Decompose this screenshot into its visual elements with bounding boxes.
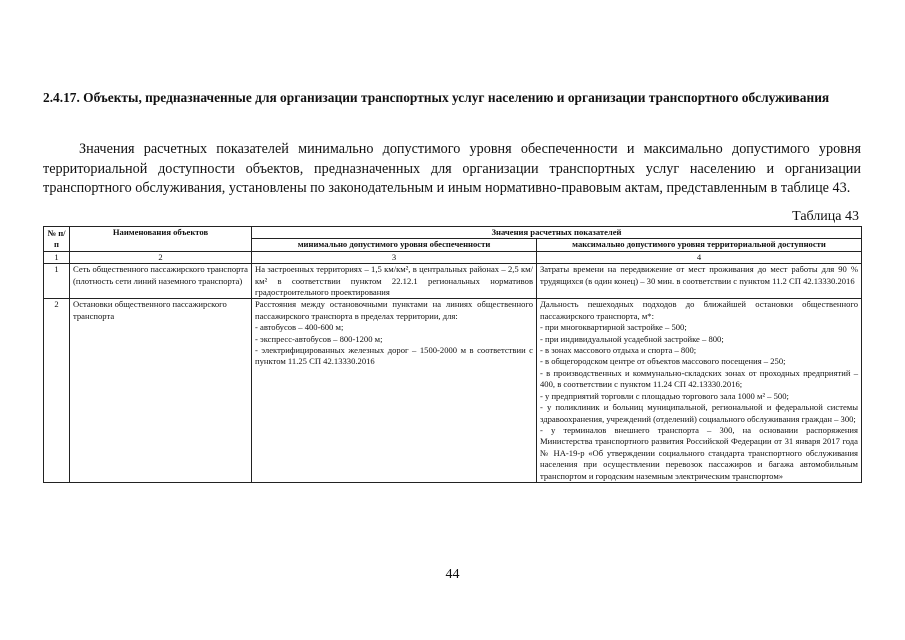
cell-line: Расстояния между остановочными пунктами на линиях общественного пассажирского транспорта в пределах территории, для: — [255, 299, 533, 321]
cell-line: Дальность пешеходных подходов до ближайшей остановки общественного пассажирского транспорта, м*: — [540, 299, 858, 321]
cell-line: - у предприятий торговли с площадью торгового зала 1000 м² – 500; — [540, 390, 789, 401]
header-max: максимально допустимого уровня территориальной доступности — [537, 239, 862, 251]
max-value-cell — [537, 264, 862, 299]
row-number: 2 — [44, 299, 70, 483]
max-value-cell — [537, 299, 862, 483]
min-value-cell — [252, 299, 537, 483]
column-number: 3 — [252, 251, 537, 263]
table-row — [44, 264, 862, 299]
indicators-table — [43, 226, 862, 483]
cell-line: - при индивидуальной усадебной застройке – 800; — [540, 333, 724, 344]
header-num: № п/п — [44, 227, 70, 252]
table-body — [44, 264, 862, 483]
table-row — [44, 299, 862, 483]
cell-line: На застроенных территориях – 1,5 км/км², в центральных районах – 2,5 км/км² в соответствии пунктом 22.12.1 региональных нормативов градостроительного проектирования — [255, 264, 533, 298]
row-number: 1 — [44, 264, 70, 299]
header-name: Наименования объектов — [70, 227, 252, 252]
header-min: минимально допустимого уровня обеспеченности — [252, 239, 537, 251]
section-heading: 2.4.17. Объекты, предназначенные для организации транспортных услуг населению и организации транспортного обслуживания — [43, 90, 830, 105]
cell-line: Затраты времени на передвижение от мест проживания до мест работы для 90 % трудящихся (в один конец) – 30 мин. в соответствии с пунктом 11.2 СП 42.13330.2016 — [540, 264, 858, 286]
table-header-row — [44, 227, 862, 239]
column-number: 1 — [44, 251, 70, 263]
cell-line: - экспресс-автобусов – 800-1200 м; — [255, 333, 383, 344]
column-number-row — [44, 251, 862, 263]
object-name: Остановки общественного пассажирского транспорта — [70, 299, 252, 483]
header-values: Значения расчетных показателей — [252, 227, 862, 239]
cell-line: - при многоквартирной застройке – 500; — [540, 322, 687, 333]
page-number: 44 — [445, 567, 460, 582]
column-number: 4 — [537, 251, 862, 263]
min-value-cell — [252, 264, 537, 299]
cell-line: - в производственных и коммунально-складских зонах от проходных предприятий – 400, в соответствии с пунктом 11.24 СП 42.13330.2016; — [540, 367, 858, 390]
cell-line: - у поликлиник и больниц муниципальной, региональной и федеральной системы здравоохранения, учреждений (отделений) социального обслуживания граждан – 300; — [540, 402, 858, 424]
cell-line: - в общегородском центре от объектов массового посещения – 250; — [540, 356, 786, 367]
cell-line: - автобусов – 400-600 м; — [255, 322, 344, 333]
column-number: 2 — [70, 251, 252, 263]
table-caption: Таблица 43 — [792, 209, 859, 224]
object-name: Сеть общественного пассажирского транспорта (плотность сети линий наземного транспорта) — [70, 264, 252, 299]
cell-line: - электрифицированных железных дорог – 1500-2000 м в соответствии с пунктом 11.25 СП 42.13330.2016 — [255, 345, 533, 367]
cell-line: - у терминалов внешнего транспорта – 300, на основании распоряжения Министерства транспортного развития Российской Федерации от 31 января 2017 года № НА-19-р «Об утверждении социального стандарта транспортного обслуживания населения при осуществлении перевозок пассажиров и багажа автомобильным транспортом и городским наземным электрическим транспортом» — [540, 424, 858, 481]
intro-paragraph: Значения расчетных показателей минимально допустимого уровня обеспеченности и максимально допустимого уровня территориальной доступности объектов, предназначенных для организации транспортных услуг населению и организации транспортного обслуживания, установлены по законодательным и иным нормативно-правовым актам, представленным в таблице 43. — [43, 141, 861, 196]
cell-line: - в зонах массового отдыха и спорта – 800; — [540, 345, 697, 356]
